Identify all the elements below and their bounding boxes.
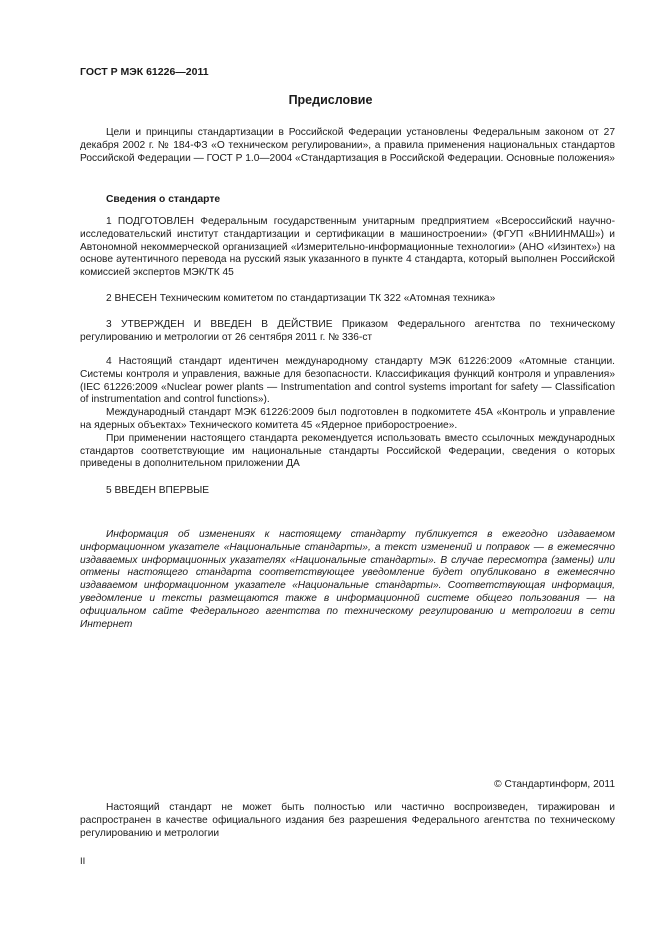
item-5: 5 ВВЕДЕН ВПЕРВЫЕ [106, 485, 210, 496]
item-4 [80, 356, 615, 471]
item-4-text: 4 Настоящий стандарт идентичен международному стандарту МЭК 61226:2009 «Атомные станции. Системы контроля и управления, важные для безопасности. Классификация функций контроля и управления» (IEC 61226:2009 «Nuclear power plants — Instrumentation and control systems important for safety — Classification of instrumentation and control functions»). [80, 356, 615, 406]
intro-text: Цели и принципы стандартизации в Российской Федерации установлены Федеральным законом от 27 декабря 2002 г. № 184-ФЗ «О техническом регулировании», а правила применения национальных стандартов Российской Федерации — ГОСТ Р 1.0—2004 «Стандартизация в Российской Федерации. Основные положения» [80, 127, 615, 164]
notice-text: Информация об изменениях к настоящему стандарту публикуется в ежегодно издаваемом информационном указателе «Национальные стандарты», а текст изменений и поправок — в ежемесячно издаваемых информационных указателях «Национальные стандарты». В случае пересмотра (замены) или отмены настоящего стандарта соответствующее уведомление будет опубликовано в ежемесячно издаваемом информационном указателе «Национальные стандарты». Соответствующая информация, уведомление и тексты размещаются также в информационной системе общего пользования — на официальном сайте Федерального агентства по техническому регулированию и метрологии в сети Интернет [80, 529, 615, 630]
reproduction-block [80, 802, 615, 840]
page-number: II [80, 856, 86, 867]
page-title: Предисловие [288, 93, 373, 107]
item-1-text: 1 ПОДГОТОВЛЕН Федеральным государственным унитарным предприятием «Всероссийский научно-исследовательский институт стандартизации и сертификации в машиностроении» (ФГУП «ВНИИНМАШ») и Автономной некоммерческой организацией «Измерительно-информационные технологии» (АНО «Изинтех») на основе аутентичного перевода на русский язык указанного в пункте 4 стандарта, который выполнен Российской комиссией экспертов МЭК/ТК 45 [80, 216, 615, 279]
intro-paragraph [80, 127, 615, 165]
standard-header: ГОСТ Р МЭК 61226—2011 [80, 66, 209, 78]
info-heading: Сведения о стандарте [106, 194, 221, 205]
item-4-application: При применении настоящего стандарта рекомендуется использовать вместо ссылочных международных стандартов соответствующие им национальные стандарты Российской Федерации, сведения о которых приведены в дополнительном приложении ДА [80, 432, 615, 470]
item-4-international: Международный стандарт МЭК 61226:2009 был подготовлен в подкомитете 45А «Контроль и управление на ядерных объектах» Технического комитета 45 «Ядерное приборостроение». [80, 407, 615, 431]
item-1 [80, 216, 615, 280]
notice-block [80, 529, 615, 631]
copyright: © Стандартинформ, 2011 [494, 779, 615, 790]
item-3-text: 3 УТВЕРЖДЕН И ВВЕДЕН В ДЕЙСТВИЕ Приказом Федерального агентства по техническому регулированию и метрологии от 26 сентября 2011 г. № 336-ст [80, 319, 615, 343]
item-2: 2 ВНЕСЕН Техническим комитетом по стандартизации ТК 322 «Атомная техника» [106, 293, 496, 304]
reproduction-text: Настоящий стандарт не может быть полностью или частично воспроизведен, тиражирован и распространен в качестве официального издания без разрешения Федерального агентства по техническому регулированию и метрологии [80, 802, 615, 839]
item-3 [80, 319, 615, 345]
